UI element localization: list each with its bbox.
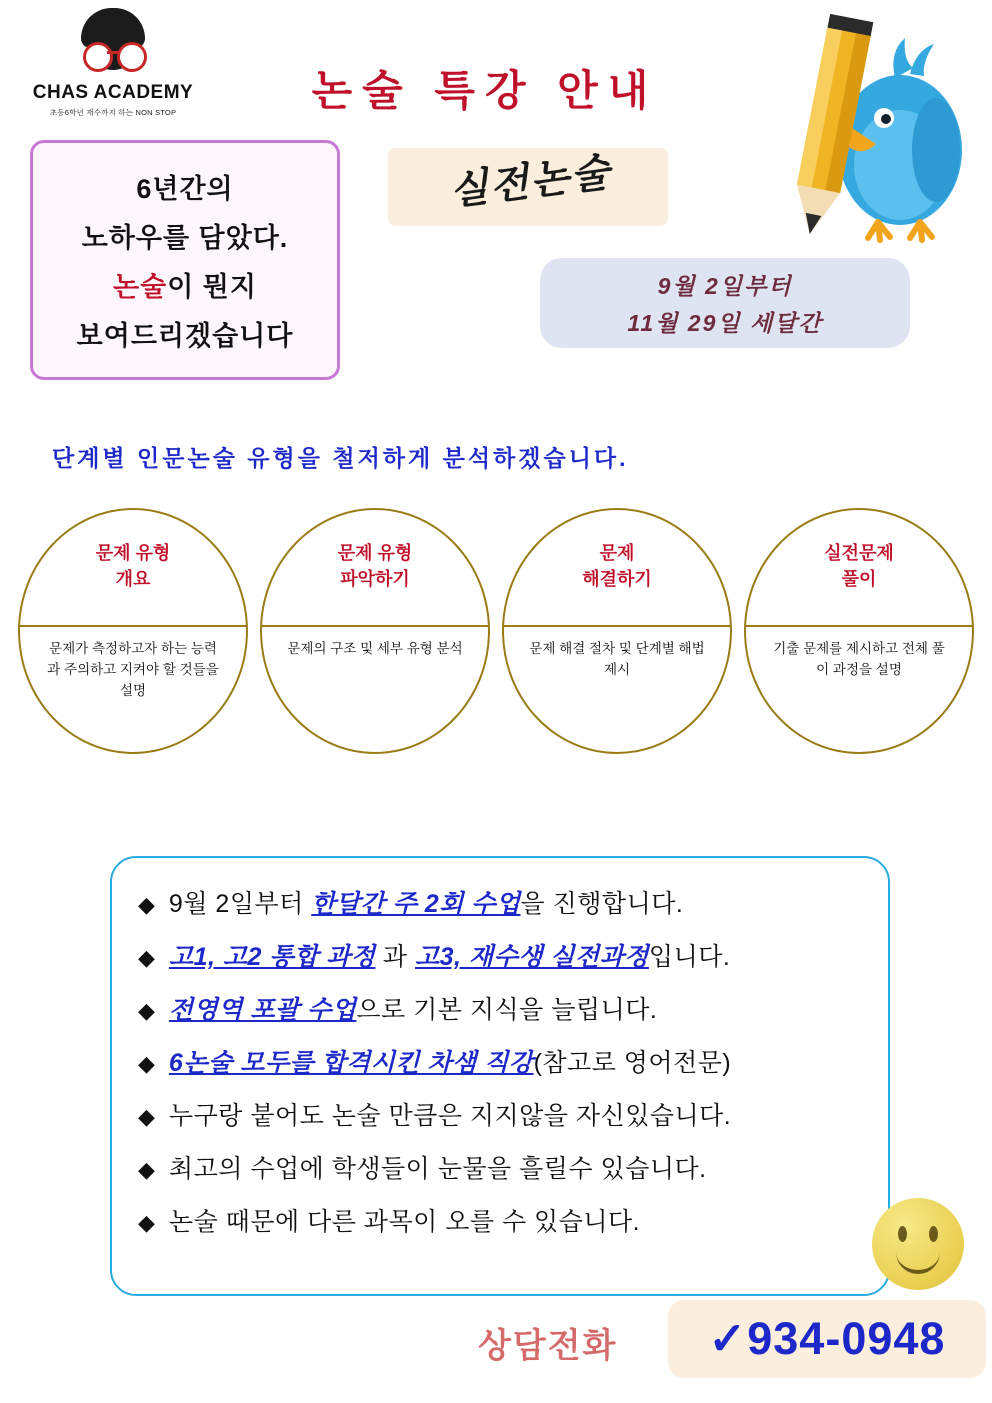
feature-1-emphasis: 한달간 주 2회 수업 (311, 890, 521, 918)
bullet-diamond-icon: ◆ (138, 998, 155, 1023)
course-label: 실전논술 (447, 150, 614, 214)
schedule-box (540, 258, 910, 348)
contact-phone-number[interactable]: ✓934-0948 (708, 1313, 946, 1364)
feature-text-6: 최고의 수업에 학생들이 눈물을 흘릴수 있습니다. (168, 1155, 707, 1183)
features-card (110, 856, 890, 1296)
promo-highlight-word: 논술 (113, 272, 168, 302)
feature-2-mid: 과 (375, 943, 415, 971)
step-4-description: 기출 문제를 제시하고 전체 풀이 과정을 설명 (773, 641, 945, 677)
feature-item-4 (138, 1043, 868, 1079)
feature-1-post: 을 진행합니다. (520, 890, 684, 918)
step-1-title (20, 510, 246, 627)
feature-text-2 (169, 937, 730, 973)
bullet-diamond-icon: ◆ (138, 1104, 155, 1129)
step-3-title-line-1: 문제 (599, 543, 635, 564)
contact-label: 상담전화 (478, 1327, 618, 1365)
step-3-title (504, 510, 730, 627)
feature-item-6 (138, 1149, 868, 1185)
step-circle-3 (502, 508, 732, 754)
feature-3-emphasis: 전영역 포괄 수업 (168, 996, 357, 1024)
glasses-icon (73, 42, 153, 68)
smiley-eye-left (898, 1226, 907, 1242)
promo-line-2: 노하우를 담았다. (81, 223, 289, 253)
page-title: 논술 특강 안내 (311, 67, 659, 114)
feature-text-1 (169, 884, 683, 920)
steps-row (18, 508, 974, 758)
schedule-line-1: 9월 2일부터 (657, 273, 793, 299)
feature-item-3 (138, 990, 868, 1026)
bullet-diamond-icon: ◆ (138, 945, 155, 970)
bullet-diamond-icon: ◆ (138, 1051, 155, 1076)
bullet-diamond-icon: ◆ (138, 1157, 155, 1182)
feature-item-2 (138, 937, 868, 973)
promo-line-1: 6년간의 (136, 174, 234, 204)
step-4-title (746, 510, 972, 627)
step-2-title (262, 510, 488, 627)
step-1-description: 문제가 측정하고자 하는 능력과 주의하고 지켜야 할 것들을 설명 (47, 641, 219, 698)
feature-item-7 (138, 1202, 868, 1238)
step-1-title-line-2: 개요 (115, 568, 151, 589)
feature-4-post: (참고로 영어전문) (533, 1049, 732, 1077)
feature-1-pre: 9월 2일부터 (168, 890, 312, 918)
feature-item-1 (138, 884, 868, 920)
feature-text-3 (169, 990, 657, 1026)
glasses-lens-left (83, 42, 113, 72)
bird-with-pencil-illustration (760, 10, 985, 265)
promo-line-4: 보여드리겠습니다 (76, 321, 294, 351)
promo-box (30, 140, 340, 380)
glasses-lens-right (117, 42, 147, 72)
feature-2-post: 입니다. (648, 943, 731, 971)
smiley-face-icon (872, 1198, 964, 1290)
step-circle-1 (18, 508, 248, 754)
logo-mark-icon (63, 8, 163, 80)
feature-4-emphasis: 6논술 모두를 합격시킨 차샘 직강 (168, 1049, 534, 1077)
step-3-title-line-2: 해결하기 (582, 568, 652, 589)
promo-line-3-text: 이 뭔지 (167, 272, 257, 302)
step-4-title-line-2: 풀이 (841, 568, 877, 589)
logo-tagline: 초등6학년 재수까지 하는 NON STOP (49, 108, 177, 117)
bullet-diamond-icon: ◆ (138, 1210, 155, 1235)
step-2-description: 문제의 구조 및 세부 유형 분석 (287, 641, 463, 656)
feature-text-7: 논술 때문에 다른 과목이 오를 수 있습니다. (168, 1208, 641, 1236)
step-4-title-line-1: 실전문제 (824, 543, 894, 564)
step-3-description: 문제 해결 절차 및 단계별 해법 제시 (529, 641, 705, 677)
feature-2-emphasis-1: 고1, 고2 통합 과정 (168, 943, 376, 971)
section-subheadline: 단계별 인문논술 유형을 철저하게 분석하겠습니다. (52, 445, 629, 471)
smiley-eye-right (929, 1226, 938, 1242)
feature-text-5: 누구랑 붙어도 논술 만큼은 지지않을 자신있습니다. (168, 1102, 732, 1130)
step-2-title-line-1: 문제 유형 (337, 543, 413, 564)
step-1-title-line-1: 문제 유형 (95, 543, 171, 564)
feature-2-emphasis-2: 고3, 재수생 실전과정 (414, 943, 649, 971)
feature-item-5 (138, 1096, 868, 1132)
bullet-diamond-icon: ◆ (138, 892, 155, 917)
smiley-mouth (896, 1242, 940, 1274)
step-circle-2 (260, 508, 490, 754)
step-2-title-line-2: 파악하기 (340, 568, 410, 589)
logo-name: CHAS ACADEMY (32, 82, 194, 103)
academy-logo (18, 8, 208, 118)
schedule-line-2: 11월 29일 세달간 (627, 310, 823, 336)
feature-3-post: 으로 기본 지식을 늘립니다. (356, 996, 658, 1024)
feature-text-4 (169, 1043, 731, 1079)
step-circle-4 (744, 508, 974, 754)
promo-line-3 (113, 265, 257, 304)
